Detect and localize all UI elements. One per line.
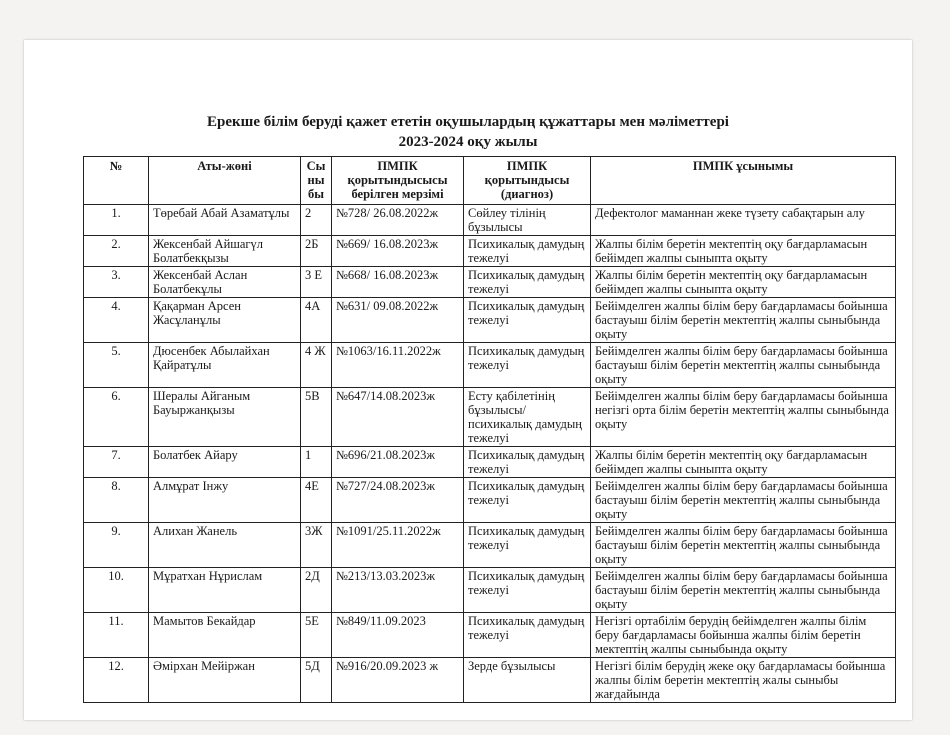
cell-number: 10.	[84, 568, 149, 613]
cell-class: 2	[301, 205, 332, 236]
cell-class: 4А	[301, 298, 332, 343]
students-table	[83, 156, 896, 703]
cell-number: 12.	[84, 658, 149, 703]
cell-diagnosis: Психикалық дамудың тежелуі	[464, 523, 591, 568]
cell-name: Шералы Айганым Бауыржанқызы	[149, 388, 301, 447]
cell-diagnosis: Зерде бұзылысы	[464, 658, 591, 703]
cell-recommendation: Бейімделген жалпы білім беру бағдарламасы бойынша бастауыш білім беретін мектептің жалпы сыныбында оқыту	[591, 298, 896, 343]
cell-number: 5.	[84, 343, 149, 388]
cell-recommendation: Жалпы білім беретін мектептің оқу бағдарламасын бейімдеп жалпы сыныпта оқыту	[591, 447, 896, 478]
cell-number: 8.	[84, 478, 149, 523]
cell-date: №668/ 16.08.2023ж	[332, 267, 464, 298]
table-body	[84, 205, 896, 703]
cell-name: Әмірхан Мейіржан	[149, 658, 301, 703]
cell-diagnosis: Психикалық дамудың тежелуі	[464, 267, 591, 298]
cell-date: №213/13.03.2023ж	[332, 568, 464, 613]
cell-date: №1091/25.11.2022ж	[332, 523, 464, 568]
table-row	[84, 478, 896, 523]
header-date: ПМПК қорытындысысы берілген мерзімі	[332, 157, 464, 205]
cell-diagnosis: Психикалық дамудың тежелуі	[464, 298, 591, 343]
cell-class: 2Д	[301, 568, 332, 613]
cell-name: Болатбек Айару	[149, 447, 301, 478]
cell-name: Жексенбай Аслан Болатбекұлы	[149, 267, 301, 298]
cell-date: №728/ 26.08.2022ж	[332, 205, 464, 236]
table-row	[84, 568, 896, 613]
cell-name: Мұратхан Нұрислам	[149, 568, 301, 613]
table-row	[84, 388, 896, 447]
header-class: Сы ны бы	[301, 157, 332, 205]
table-row	[84, 613, 896, 658]
cell-diagnosis: Есту қабілетінің бұзылысы/психикалық дамудың тежелуі	[464, 388, 591, 447]
cell-class: 5Е	[301, 613, 332, 658]
table-row	[84, 298, 896, 343]
cell-diagnosis: Сөйлеу тілінің бұзылысы	[464, 205, 591, 236]
table-row	[84, 658, 896, 703]
cell-number: 2.	[84, 236, 149, 267]
cell-recommendation: Бейімделген жалпы білім беру бағдарламасы бойынша бастауыш білім беретін мектептің жалпы сыныбында оқыту	[591, 343, 896, 388]
cell-name: Мамытов Бекайдар	[149, 613, 301, 658]
cell-class: 4 Ж	[301, 343, 332, 388]
cell-recommendation: Дефектолог маманнан жеке түзету сабақтарын алу	[591, 205, 896, 236]
cell-date: №849/11.09.2023	[332, 613, 464, 658]
table-row	[84, 447, 896, 478]
document-page	[24, 40, 912, 720]
cell-name: Дюсенбек Абылайхан Қайратұлы	[149, 343, 301, 388]
cell-number: 7.	[84, 447, 149, 478]
cell-date: №727/24.08.2023ж	[332, 478, 464, 523]
cell-class: 5Д	[301, 658, 332, 703]
cell-diagnosis: Психикалық дамудың тежелуі	[464, 613, 591, 658]
cell-class: 5В	[301, 388, 332, 447]
cell-recommendation: Негізгі ортабілім берудің бейімделген жалпы білім беру бағдарламасы бойынша жалпы білім беретін мектептің жалпы сыныбында оқыту	[591, 613, 896, 658]
cell-number: 11.	[84, 613, 149, 658]
cell-diagnosis: Психикалық дамудың тежелуі	[464, 343, 591, 388]
cell-name: Төребай Абай Азаматұлы	[149, 205, 301, 236]
document-title: Ерекше білім беруді қажет ететін оқушылардың құжаттары мен мәліметтері	[207, 114, 729, 130]
cell-date: №916/20.09.2023 ж	[332, 658, 464, 703]
cell-diagnosis: Психикалық дамудың тежелуі	[464, 568, 591, 613]
cell-number: 9.	[84, 523, 149, 568]
header-diagnosis: ПМПК қорытындысы (диагноз)	[464, 157, 591, 205]
cell-number: 1.	[84, 205, 149, 236]
table-row	[84, 205, 896, 236]
cell-class: 3 Е	[301, 267, 332, 298]
cell-class: 3Ж	[301, 523, 332, 568]
cell-name: Қақарман Арсен Жасұланұлы	[149, 298, 301, 343]
table-row	[84, 236, 896, 267]
header-recommendation: ПМПК ұсынымы	[591, 157, 896, 205]
cell-recommendation: Бейімделген жалпы білім беру бағдарламасы бойынша бастауыш білім беретін мектептің жалпы сыныбында оқыту	[591, 523, 896, 568]
cell-recommendation: Бейімделген жалпы білім беру бағдарламасы бойынша негізгі орта білім беретін мектептің жалпы сыныбында оқыту	[591, 388, 896, 447]
cell-number: 4.	[84, 298, 149, 343]
cell-recommendation: Бейімделген жалпы білім беру бағдарламасы бойынша бастауыш білім беретін мектептің жалпы сыныбында оқыту	[591, 478, 896, 523]
cell-name: Алихан Жанель	[149, 523, 301, 568]
cell-date: №669/ 16.08.2023ж	[332, 236, 464, 267]
cell-diagnosis: Психикалық дамудың тежелуі	[464, 478, 591, 523]
cell-diagnosis: Психикалық дамудың тежелуі	[464, 447, 591, 478]
header-number: №	[84, 157, 149, 205]
cell-number: 6.	[84, 388, 149, 447]
cell-name: Жексенбай Айшагүл Болатбекқызы	[149, 236, 301, 267]
cell-name: Алмұрат Інжу	[149, 478, 301, 523]
table-row	[84, 523, 896, 568]
cell-date: №647/14.08.2023ж	[332, 388, 464, 447]
table-row	[84, 267, 896, 298]
document-subtitle: 2023-2024 оқу жылы	[398, 134, 538, 150]
cell-recommendation: Негізгі білім берудің жеке оқу бағдарламасы бойынша жалпы білім беретін мектептің жалы сыныбы жағдайында	[591, 658, 896, 703]
table-row	[84, 343, 896, 388]
header-name: Аты-жөні	[149, 157, 301, 205]
cell-date: №631/ 09.08.2022ж	[332, 298, 464, 343]
cell-class: 2Б	[301, 236, 332, 267]
cell-recommendation: Жалпы білім беретін мектептің оқу бағдарламасын бейімдеп жалпы сыныпта оқыту	[591, 236, 896, 267]
cell-number: 3.	[84, 267, 149, 298]
cell-recommendation: Бейімделген жалпы білім беру бағдарламасы бойынша бастауыш білім беретін мектептің жалпы сыныбында оқыту	[591, 568, 896, 613]
cell-date: №696/21.08.2023ж	[332, 447, 464, 478]
cell-class: 4Е	[301, 478, 332, 523]
cell-date: №1063/16.11.2022ж	[332, 343, 464, 388]
cell-class: 1	[301, 447, 332, 478]
cell-recommendation: Жалпы білім беретін мектептің оқу бағдарламасын бейімдеп жалпы сыныпта оқыту	[591, 267, 896, 298]
table-header-row	[84, 157, 896, 205]
cell-diagnosis: Психикалық дамудың тежелуі	[464, 236, 591, 267]
